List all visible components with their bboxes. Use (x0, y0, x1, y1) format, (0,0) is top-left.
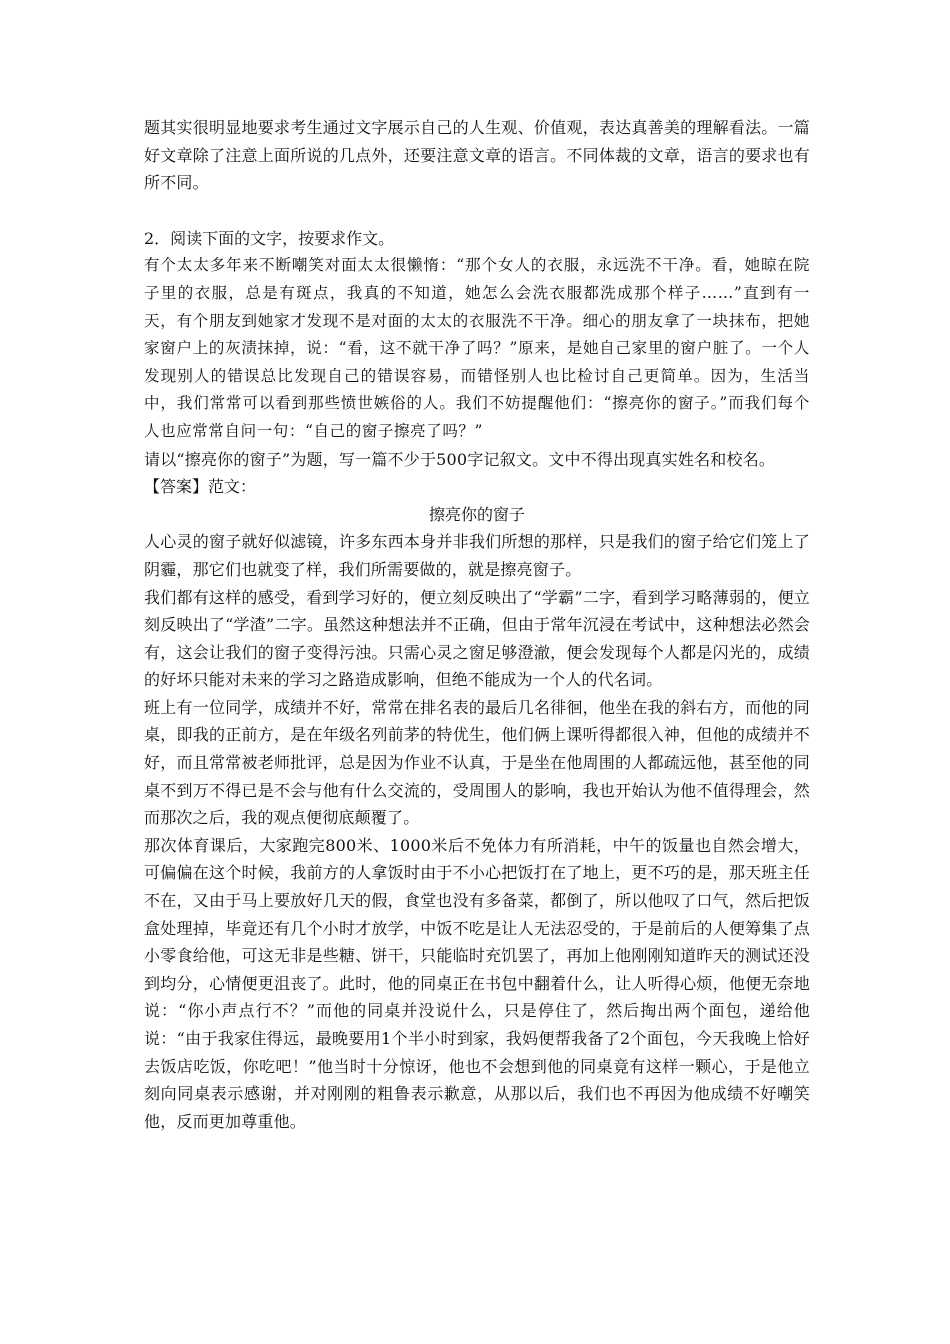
document-page (144, 114, 810, 1135)
intro-paragraph: 题其实很明显地要求考生通过文字展示自己的人生观、价值观，表达真善美的理解看法。一篇好文章除了注意上面所说的几点外，还要注意文章的语言。不同体裁的文章，语言的要求也有所不同。 (144, 118, 810, 193)
question-requirement: 请以“擦亮你的窗子”为题，写一篇不少于500字记叙文。文中不得出现真实姓名和校名。 (144, 449, 776, 469)
essay-paragraph-1: 人心灵的窗子就好似滤镜，许多东西本身并非我们所想的那样，只是我们的窗子给它们笼上了阴霾，那它们也就变了样，我们所需要做的，就是擦亮窗子。 (144, 532, 810, 579)
answer-label: 【答案】范文： (144, 477, 257, 497)
essay-paragraph-4: 那次体育课后，大家跑完800米、1000米后不免体力有所消耗，中午的饭量也自然会增大，可偏偏在这个时候，我前方的人拿饭时由于不小心把饭打在了地上，更不巧的是，那天班主任不在，又由于马上要放好几天的假，食堂也没有多备菜，都倒了，所以他叹了口气，然后把饭盒处理掉，毕竟还有几个小时才放学，中饭不吃是让人无法忍受的，于是前后的人便筹集了点小零食给他，可这无非是些糖、饼干，只能临时充饥罢了，再加上他刚刚知道昨天的测试还没到均分，心情便更沮丧了。此时，他的同桌正在书包中翻着什么，让人听得心烦，他便无奈地说：“你小声点行不？”而他的同桌并没说什么，只是停住了，然后掏出两个面包，递给他说：“由于我家住得远，最晚要用1个半小时到家，我妈便帮我备了2个面包，今天我晚上恰好去饭店吃饭，你吃吧！”他当时十分惊讶，他也不会想到他的同桌竟有这样一颗心，于是他立刻向同桌表示感谢，并对刚刚的粗鲁表示歉意，从那以后，我们也不再因为他成绩不好嘲笑他，反而更加尊重他。 (144, 835, 810, 1131)
section-gap (144, 197, 810, 225)
question-material: 有个太太多年来不断嘲笑对面太太很懒惰：“那个女人的衣服，永远洗不干净。看，她晾在院子里的衣服，总是有斑点，我真的不知道，她怎么会洗衣服都洗成那个样子……”直到有一天，有个朋友到她家才发现不是对面的太太的衣服洗不干净。细心的朋友拿了一块抹布，把她家窗户上的灰渍抹掉，说：“看，这不就干净了吗？”原来，是她自己家里的窗户脏了。一个人发现别人的错误总比发现自己的错误容易，而错怪别人也比检讨自己更简单。因为，生活当中，我们常常可以看到那些愤世嫉俗的人。我们不妨提醒他们：“擦亮你的窗子。”而我们每个人也应常常自问一句：“自己的窗子擦亮了吗？” (144, 256, 810, 440)
essay-paragraph-3: 班上有一位同学，成绩并不好，常常在排名表的最后几名徘徊，他坐在我的斜右方，而他的同桌，即我的正前方，是在年级名列前茅的特优生，他们俩上课听得都很入神，但他的成绩并不好，而且常常被老师批评，总是因为作业不认真，于是坐在他周围的人都疏远他，甚至他的同桌不到万不得已是不会与他有什么交流的，受周围人的影响，我也开始认为他不值得理会，然而那次之后，我的观点便彻底颠覆了。 (144, 697, 810, 828)
essay-title: 擦亮你的窗子 (428, 504, 525, 524)
essay-paragraph-2: 我们都有这样的感受，看到学习好的，便立刻反映出了“学霸”二字，看到学习略薄弱的，便立刻反映出了“学渣”二字。虽然这种想法并不正确，但由于常年沉浸在考试中，这种想法必然会有，这会让我们的窗子变得污浊。只需心灵之窗足够澄澈，便会发现每个人都是闪光的，成绩的好坏只能对未来的学习之路造成影响，但绝不能成为一个人的代名词。 (144, 587, 810, 690)
question-title: 2．阅读下面的文字，按要求作文。 (144, 228, 395, 248)
